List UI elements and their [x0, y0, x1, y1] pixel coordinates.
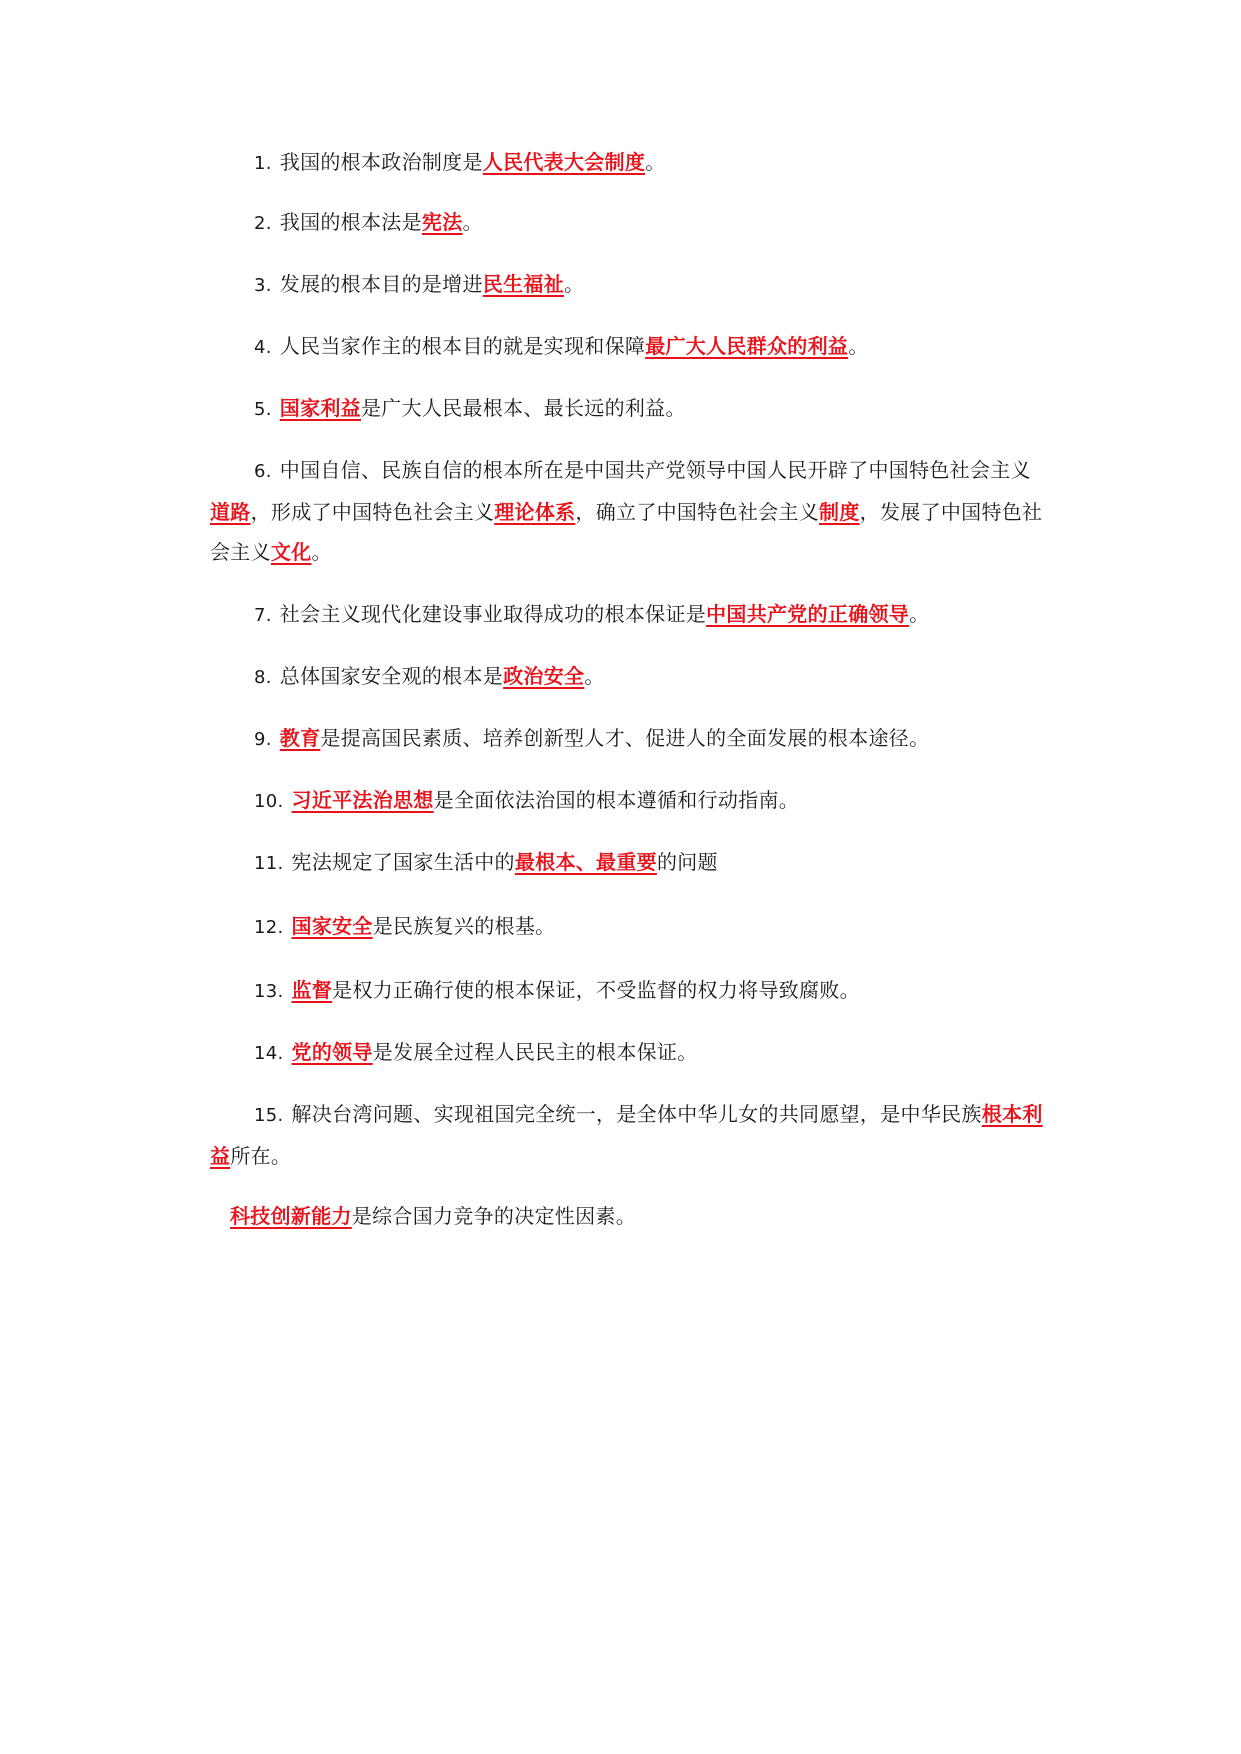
answer-text: 最广大人民群众的利益	[645, 334, 849, 358]
question-item-7	[210, 594, 1050, 636]
question-text: 是提高国民素质、培养创新型人才、促进人的全面发展的根本途径。	[320, 726, 930, 750]
question-item-6	[210, 450, 1050, 572]
answer-text: 宪法	[421, 210, 463, 234]
question-text: 中国自信、民族自信的根本所在是中国共产党领导中国人民开辟了中国特色社会主义	[279, 458, 1031, 482]
answer-text: 道路	[210, 500, 251, 524]
item-number: 15.	[254, 1105, 284, 1126]
question-item-13	[210, 970, 1050, 1012]
question-text: 。	[563, 272, 585, 296]
question-text: 。	[848, 334, 869, 358]
question-text: 解决台湾问题、实现祖国完全统一，是全体中华儿女的共同愿望，是中华民族	[291, 1102, 982, 1126]
item-number: 11.	[254, 853, 284, 874]
item-number: 4.	[254, 337, 272, 358]
answer-text: 党的领导	[291, 1040, 373, 1064]
question-item-16	[230, 1196, 1070, 1236]
item-number: 2.	[254, 213, 272, 234]
question-text: 总体国家安全观的根本是	[279, 664, 504, 688]
question-item-9	[210, 718, 1050, 760]
question-text: 发展的根本目的是增进	[279, 272, 483, 296]
question-text: 是综合国力竞争的决定性因素。	[351, 1204, 637, 1228]
question-text: 的问题	[656, 850, 718, 874]
item-number: 1.	[254, 153, 272, 174]
question-item-2	[210, 202, 1050, 244]
question-text: 是民族复兴的根基。	[372, 914, 556, 938]
answer-text: 根本利益	[210, 1102, 1043, 1168]
answer-text: 文化	[270, 540, 312, 564]
question-text: ，确立了中国特色社会主义	[575, 500, 820, 524]
question-text: 宪法规定了国家生活中的	[291, 850, 515, 874]
question-item-15	[210, 1094, 1050, 1176]
question-text: 所在。	[230, 1144, 292, 1168]
question-text: 人民当家作主的根本目的就是实现和保障	[279, 334, 646, 358]
answer-text: 政治安全	[503, 664, 585, 688]
answer-text: 中国共产党的正确领导	[706, 602, 910, 626]
answer-text: 教育	[279, 726, 321, 750]
question-text: 是全面依法治国的根本遵循和行动指南。	[433, 788, 800, 812]
answer-text: 科技创新能力	[230, 1204, 352, 1228]
item-number: 3.	[254, 275, 272, 296]
answer-text: 最根本、最重要	[514, 850, 657, 874]
question-text: 是广大人民最根本、最长远的利益。	[360, 396, 686, 420]
question-item-4	[210, 326, 1050, 368]
question-text: ，形成了中国特色社会主义	[250, 500, 495, 524]
answer-text: 国家利益	[279, 396, 361, 420]
item-number: 12.	[254, 917, 284, 938]
answer-text: 监督	[291, 978, 333, 1002]
answer-text: 国家安全	[291, 914, 373, 938]
answer-text: 民生福祉	[482, 272, 564, 296]
question-item-3	[210, 264, 1050, 306]
item-number: 5.	[254, 399, 272, 420]
question-item-11	[210, 842, 1050, 884]
question-item-5	[210, 388, 1050, 430]
question-text: 。	[645, 150, 666, 174]
question-text: 。	[311, 540, 332, 564]
question-item-1	[210, 142, 1050, 184]
answer-text: 习近平法治思想	[291, 788, 434, 812]
question-text: 是发展全过程人民民主的根本保证。	[372, 1040, 698, 1064]
question-text: 我国的根本政治制度是	[279, 150, 483, 174]
item-number: 8.	[254, 667, 272, 688]
question-text: 。	[584, 664, 605, 688]
question-text: ，发展了中国特色社会主义	[210, 500, 1043, 564]
question-text: 我国的根本法是	[279, 210, 422, 234]
item-number: 6.	[254, 461, 272, 482]
question-text: 社会主义现代化建设事业取得成功的根本保证是	[279, 602, 707, 626]
item-number: 13.	[254, 981, 284, 1002]
question-text: 。	[909, 602, 930, 626]
item-number: 9.	[254, 729, 272, 750]
item-number: 10.	[254, 791, 284, 812]
question-item-14	[210, 1032, 1050, 1074]
answer-text: 制度	[819, 500, 860, 524]
question-item-10	[210, 780, 1050, 822]
question-item-8	[210, 656, 1050, 698]
item-number: 14.	[254, 1043, 284, 1064]
answer-text: 人民代表大会制度	[482, 150, 646, 174]
question-text: 。	[462, 210, 483, 234]
question-item-12	[210, 906, 1050, 948]
question-text: 是权力正确行使的根本保证，不受监督的权力将导致腐败。	[332, 978, 860, 1002]
answer-text: 理论体系	[494, 500, 576, 524]
item-number: 7.	[254, 605, 272, 626]
